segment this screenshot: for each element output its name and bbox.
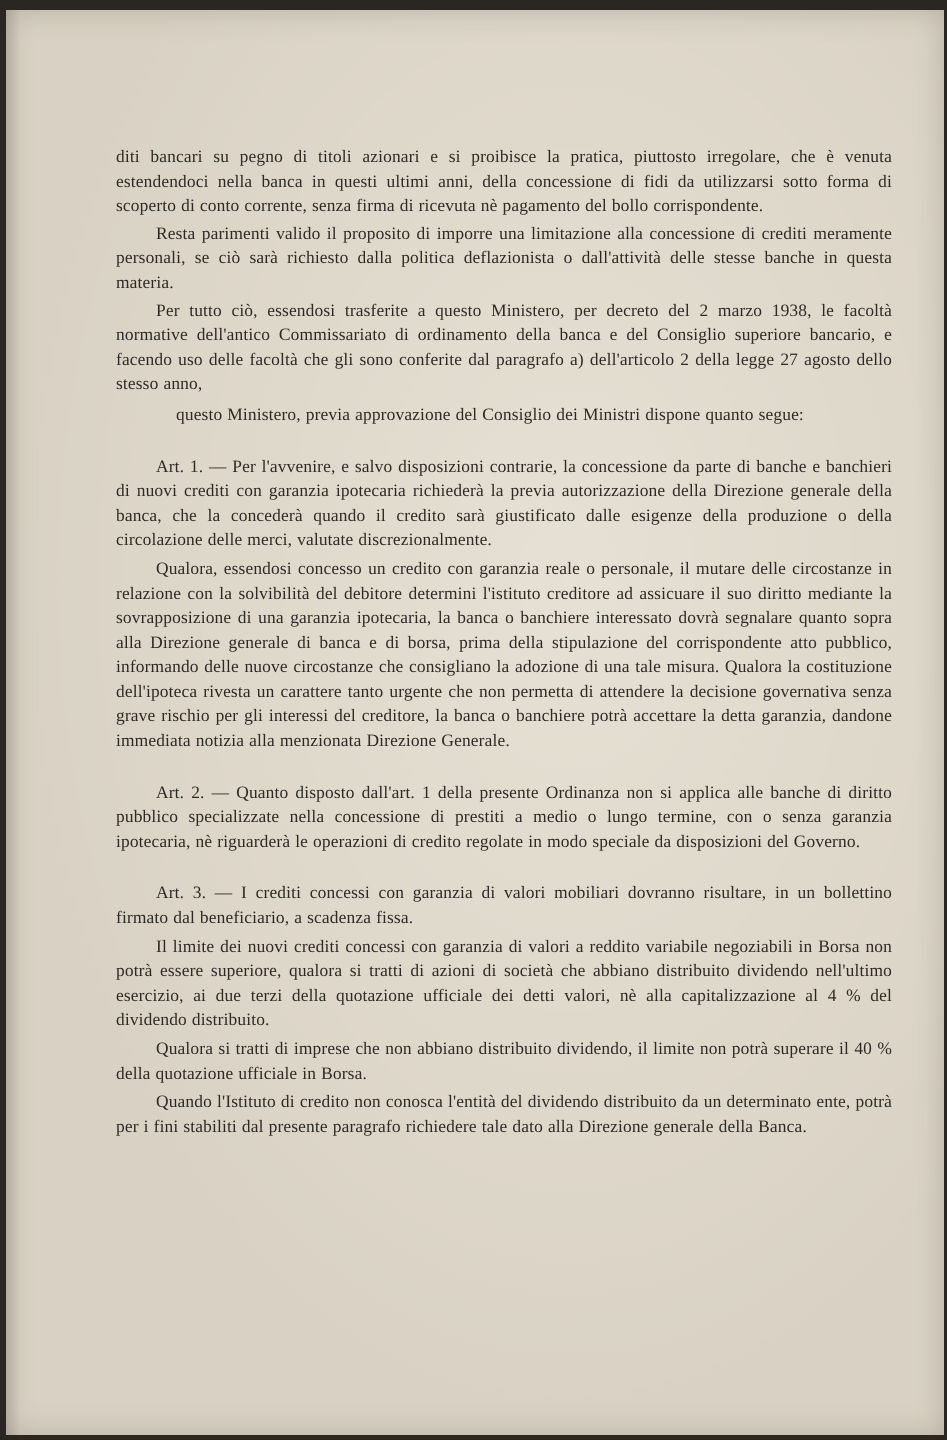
document-body <box>116 144 892 1138</box>
article-1-paragraph-2: Qualora, essendosi concesso un credito con garanzia reale o personale, il mutare delle circostanze in relazione con la solvibilità del debitore determini l'istituto creditore ad assicuare il suo diritto mediante la sovrapposizione di una garanzia ipotecaria, la banca o banchiere interessato dovrà segnalare quanto sopra alla Direzione generale di banca e di borsa, prima della stipulazione del corrispondente atto pubblico, informando delle nuove circostanze che consigliano la adozione di una tale misura. Qualora la costituzione dell'ipoteca rivesta un carattere tanto urgente che non permetta di attendere la decisione governativa senza grave rischio per gli interessi del creditore, la banca o banchiere potrà accettare la detta garanzia, dandone immediata notizia alla menzionata Direzione Generale. <box>116 557 892 751</box>
paragraph-continuation: diti bancari su pegno di titoli azionari e si proibisce la pratica, piuttosto irregolare, che è venuta estendendoci nella banca in questi ultimi anni, della concessione di fidi da utilizzarsi sotto forma di scoperto di conto corrente, senza firma di ricevuta nè pagamento del bollo corrispondente. <box>116 146 892 216</box>
article-1: Art. 1. — Per l'avvenire, e salvo disposizioni contrarie, la concessione da parte di banche e banchieri di nuovi crediti con garanzia ipotecaria richiederà la previa autorizzazione della Direzione generale della banca, che la concederà quando il credito sarà giustificato dalle esigenze della produzione o della circolazione delle merci, valutate discrezionalmente. <box>116 455 892 550</box>
article-3: Art. 3. — I crediti concessi con garanzia di valori mobiliari dovranno risultare, in un bollettino firmato dal beneficiario, a scadenza fissa. <box>116 882 892 928</box>
article-2: Art. 2. — Quanto disposto dall'art. 1 della presente Ordinanza non si applica alle banche di diritto pubblico specializzate nella concessione di prestiti a medio o lungo termine, con o senza garanzia ipotecaria, nè riguarderà le operazioni di credito regolate in modo speciale da disposizioni del Governo. <box>116 781 892 851</box>
paragraph-decree-reference: Per tutto ciò, essendosi trasferite a questo Ministero, per decreto del 2 marzo 1938, le facoltà normative dell'antico Commissariato di ordinamento della banca e del Consiglio superiore bancario, e facendo uso delle facoltà che gli sono conferite dal paragrafo a) dell'articolo 2 della legge 27 agosto dello stesso anno, <box>116 299 892 394</box>
paragraph-ministry-dispone: questo Ministero, previa approvazione del Consiglio dei Ministri dispone quanto segue: <box>176 403 804 424</box>
article-3-paragraph-4: Quando l'Istituto di credito non conosca l'entità del dividendo distribuito da un determinato ente, potrà per i fini stabiliti dal presente paragrafo richiedere tale dato alla Direzione generale della Banca. <box>116 1091 892 1136</box>
document-page <box>6 10 944 1435</box>
article-3-paragraph-2: Il limite dei nuovi crediti concessi con garanzia di valori a reddito variabile negoziabili in Borsa non potrà essere superiore, qualora si tratti di azioni di società che abbiano distribuito dividendo nell'ultimo esercizio, ai due terzi della quotazione ufficiale dei detti valori, nè alla capitalizzazione al 4 % del dividendo distribuito. <box>116 935 892 1030</box>
article-3-paragraph-3: Qualora si tratti di imprese che non abbiano distribuito dividendo, il limite non potrà superare il 40 % della quotazione ufficiale in Borsa. <box>116 1038 892 1083</box>
paragraph-personal-credits: Resta parimenti valido il proposito di imporre una limitazione alla concessione di crediti meramente personali, se ciò sarà richiesto dalla politica deflazionista o dall'attività delle stesse banche in questa materia. <box>116 222 892 292</box>
